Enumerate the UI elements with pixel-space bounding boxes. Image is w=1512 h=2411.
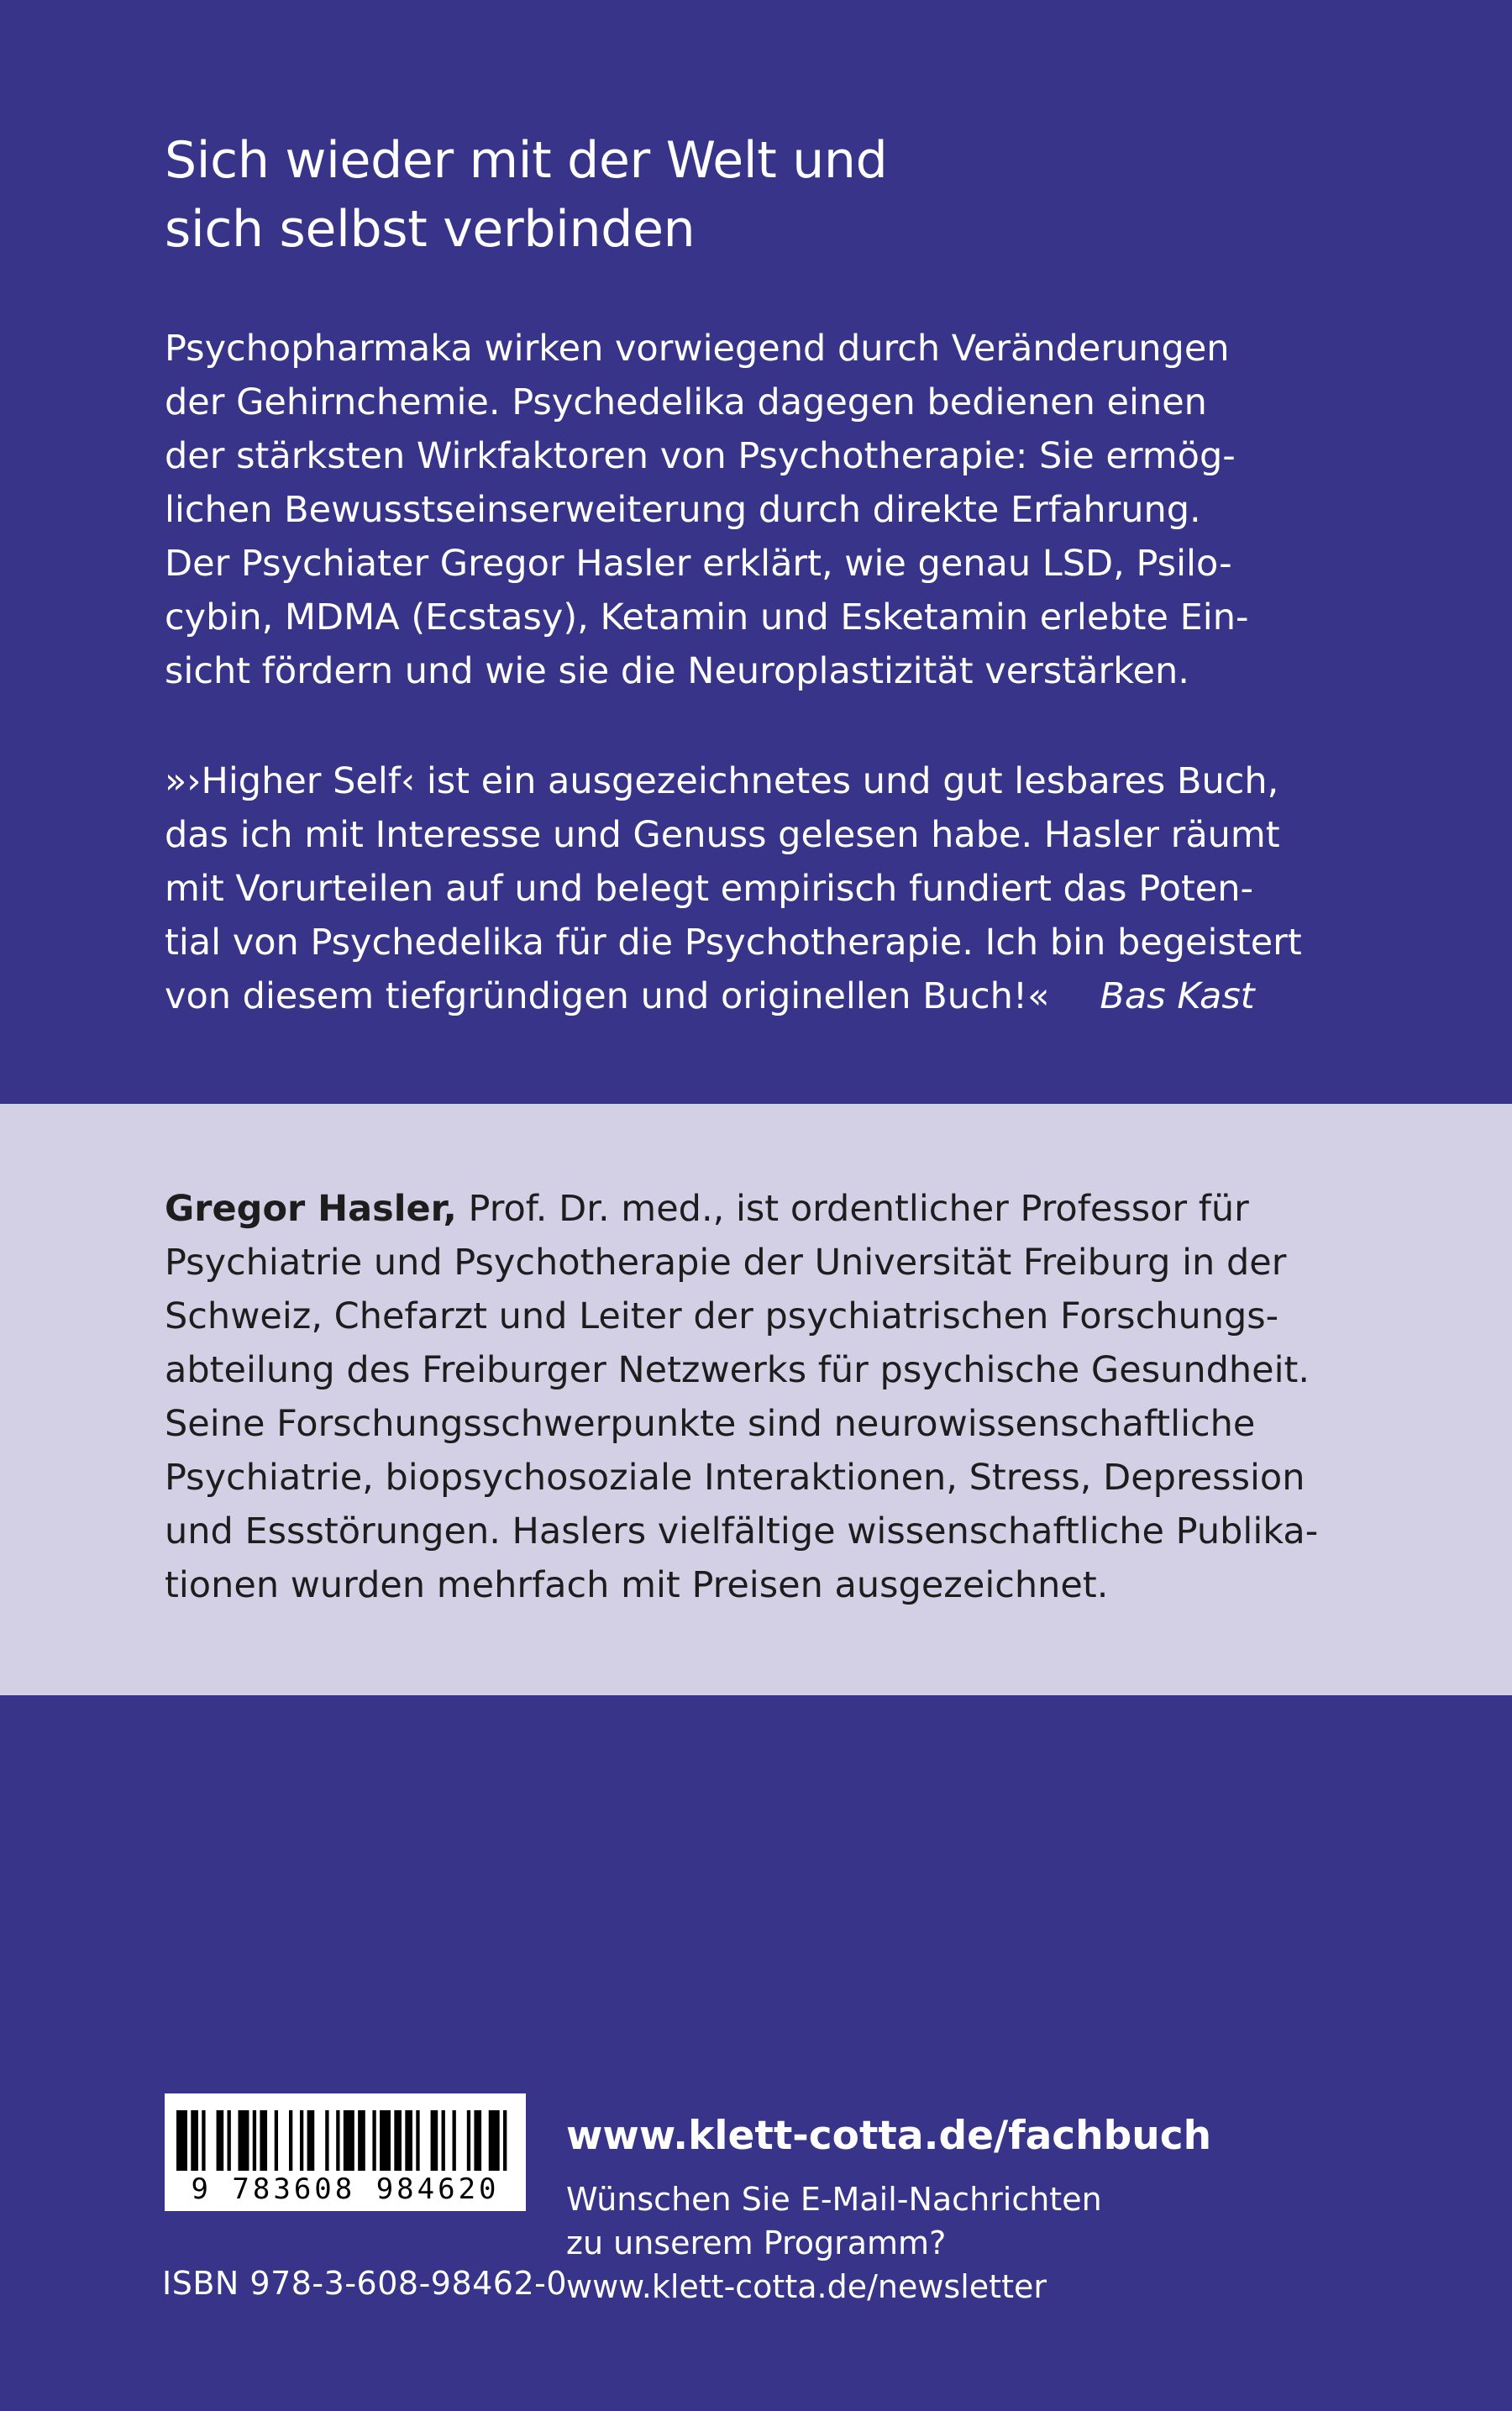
newsletter-info <box>566 2177 1406 2309</box>
author-bio <box>165 1182 1408 1612</box>
publisher-website-link[interactable]: www.klett-cotta.de/fachbuch <box>566 2113 1212 2159</box>
barcode-bar <box>442 2110 445 2171</box>
endorsement-quote <box>165 754 1408 1023</box>
barcode-bar <box>307 2110 315 2171</box>
bio-line: Psychiatrie und Psychotherapie der Universität Freiburg in der <box>165 1242 1287 1284</box>
barcode-bar <box>405 2110 412 2171</box>
barcode-bar <box>260 2110 267 2171</box>
barcode-bar <box>453 2110 456 2171</box>
desc-line: lichen Bewusstseinserweiterung durch direkte Erfahrung. <box>165 489 1201 531</box>
desc-line: cybin, MDMA (Ecstasy), Ketamin und Esketamin erlebte Ein- <box>165 596 1249 638</box>
desc-line: der stärksten Wirkfaktoren von Psychotherapie: Sie ermög- <box>165 435 1236 477</box>
quote-line: mit Vorurteilen auf und belegt empirisch fundiert das Poten- <box>165 868 1254 910</box>
barcode-bar <box>275 2110 278 2171</box>
cover-heading <box>165 126 1383 264</box>
heading-line: Sich wieder mit der Welt und <box>165 131 888 190</box>
book-description <box>165 322 1408 698</box>
barcode <box>165 2093 526 2211</box>
barcode-bar <box>325 2110 328 2171</box>
barcode-bar <box>217 2110 224 2171</box>
barcode-bar <box>253 2110 256 2171</box>
newsletter-line: zu unserem Programm? <box>566 2225 947 2261</box>
barcode-digits: 9 783608 984620 <box>191 2172 500 2206</box>
barcode-bar <box>228 2110 231 2171</box>
bio-line: Psychiatrie, biopsychosoziale Interaktionen, Stress, Depression <box>165 1457 1305 1499</box>
barcode-bar <box>416 2110 419 2171</box>
isbn-number: ISBN 978-3-608-98462-0 <box>162 2265 568 2302</box>
author-bio-section <box>0 1104 1512 1695</box>
heading-line: sich selbst verbinden <box>165 200 696 259</box>
barcode-bar <box>474 2110 481 2171</box>
barcode-bar <box>289 2110 292 2171</box>
newsletter-line: Wünschen Sie E-Mail-Nachrichten <box>566 2181 1102 2218</box>
bio-line: abteilung des Freiburger Netzwerks für psychische Gesundheit. <box>165 1349 1310 1391</box>
quote-line: »›Higher Self‹ ist ein ausgezeichnetes und gut lesbares Buch, <box>165 760 1279 802</box>
desc-line: der Gehirnchemie. Psychedelika dagegen bedienen einen <box>165 381 1207 423</box>
barcode-bar <box>202 2110 205 2171</box>
newsletter-link[interactable]: www.klett-cotta.de/newsletter <box>566 2268 1047 2305</box>
barcode-bar <box>372 2110 375 2171</box>
bio-line: Seine Forschungsschwerpunkte sind neurowissenschaftliche <box>165 1403 1256 1445</box>
barcode-bar <box>336 2110 339 2171</box>
quote-author: Bas Kast <box>1100 975 1255 1017</box>
desc-line: sicht fördern und wie sie die Neuroplastizität verstärken. <box>165 650 1189 692</box>
barcode-bar <box>238 2110 249 2171</box>
barcode-bar <box>176 2110 187 2171</box>
author-name: Gregor Hasler, <box>165 1188 457 1230</box>
barcode-bar <box>191 2110 198 2171</box>
desc-line: Der Psychiater Gregor Hasler erklärt, wie genau LSD, Psilo- <box>165 543 1232 585</box>
desc-line: Psychopharmaka wirken vorwiegend durch Veränderungen <box>165 328 1230 370</box>
quote-line: tial von Psychedelika für die Psychotherapie. Ich bin begeistert <box>165 922 1302 964</box>
barcode-bar <box>344 2110 354 2171</box>
quote-line: von diesem tiefgründigen und originellen Buch!« <box>165 975 1050 1017</box>
bio-line: Schweiz, Chefarzt und Leiter der psychiatrischen Forschungs- <box>165 1295 1279 1337</box>
barcode-bar <box>380 2110 391 2171</box>
bio-line: tionen wurden mehrfach mit Preisen ausgezeichnet. <box>165 1564 1109 1606</box>
barcode-bar <box>503 2110 507 2171</box>
barcode-bars-icon <box>176 2110 514 2171</box>
quote-line: das ich mit Interesse und Genuss gelesen habe. Hasler räumt <box>165 814 1280 856</box>
barcode-bar <box>431 2110 438 2171</box>
barcode-bar <box>358 2110 365 2171</box>
barcode-bar <box>489 2110 500 2171</box>
bio-line: und Essstörungen. Haslers vielfältige wissenschaftliche Publika- <box>165 1510 1319 1552</box>
bio-line: Prof. Dr. med., ist ordentlicher Professor für <box>456 1188 1249 1230</box>
barcode-bar <box>300 2110 303 2171</box>
barcode-bar <box>467 2110 470 2171</box>
barcode-bar <box>394 2110 402 2171</box>
